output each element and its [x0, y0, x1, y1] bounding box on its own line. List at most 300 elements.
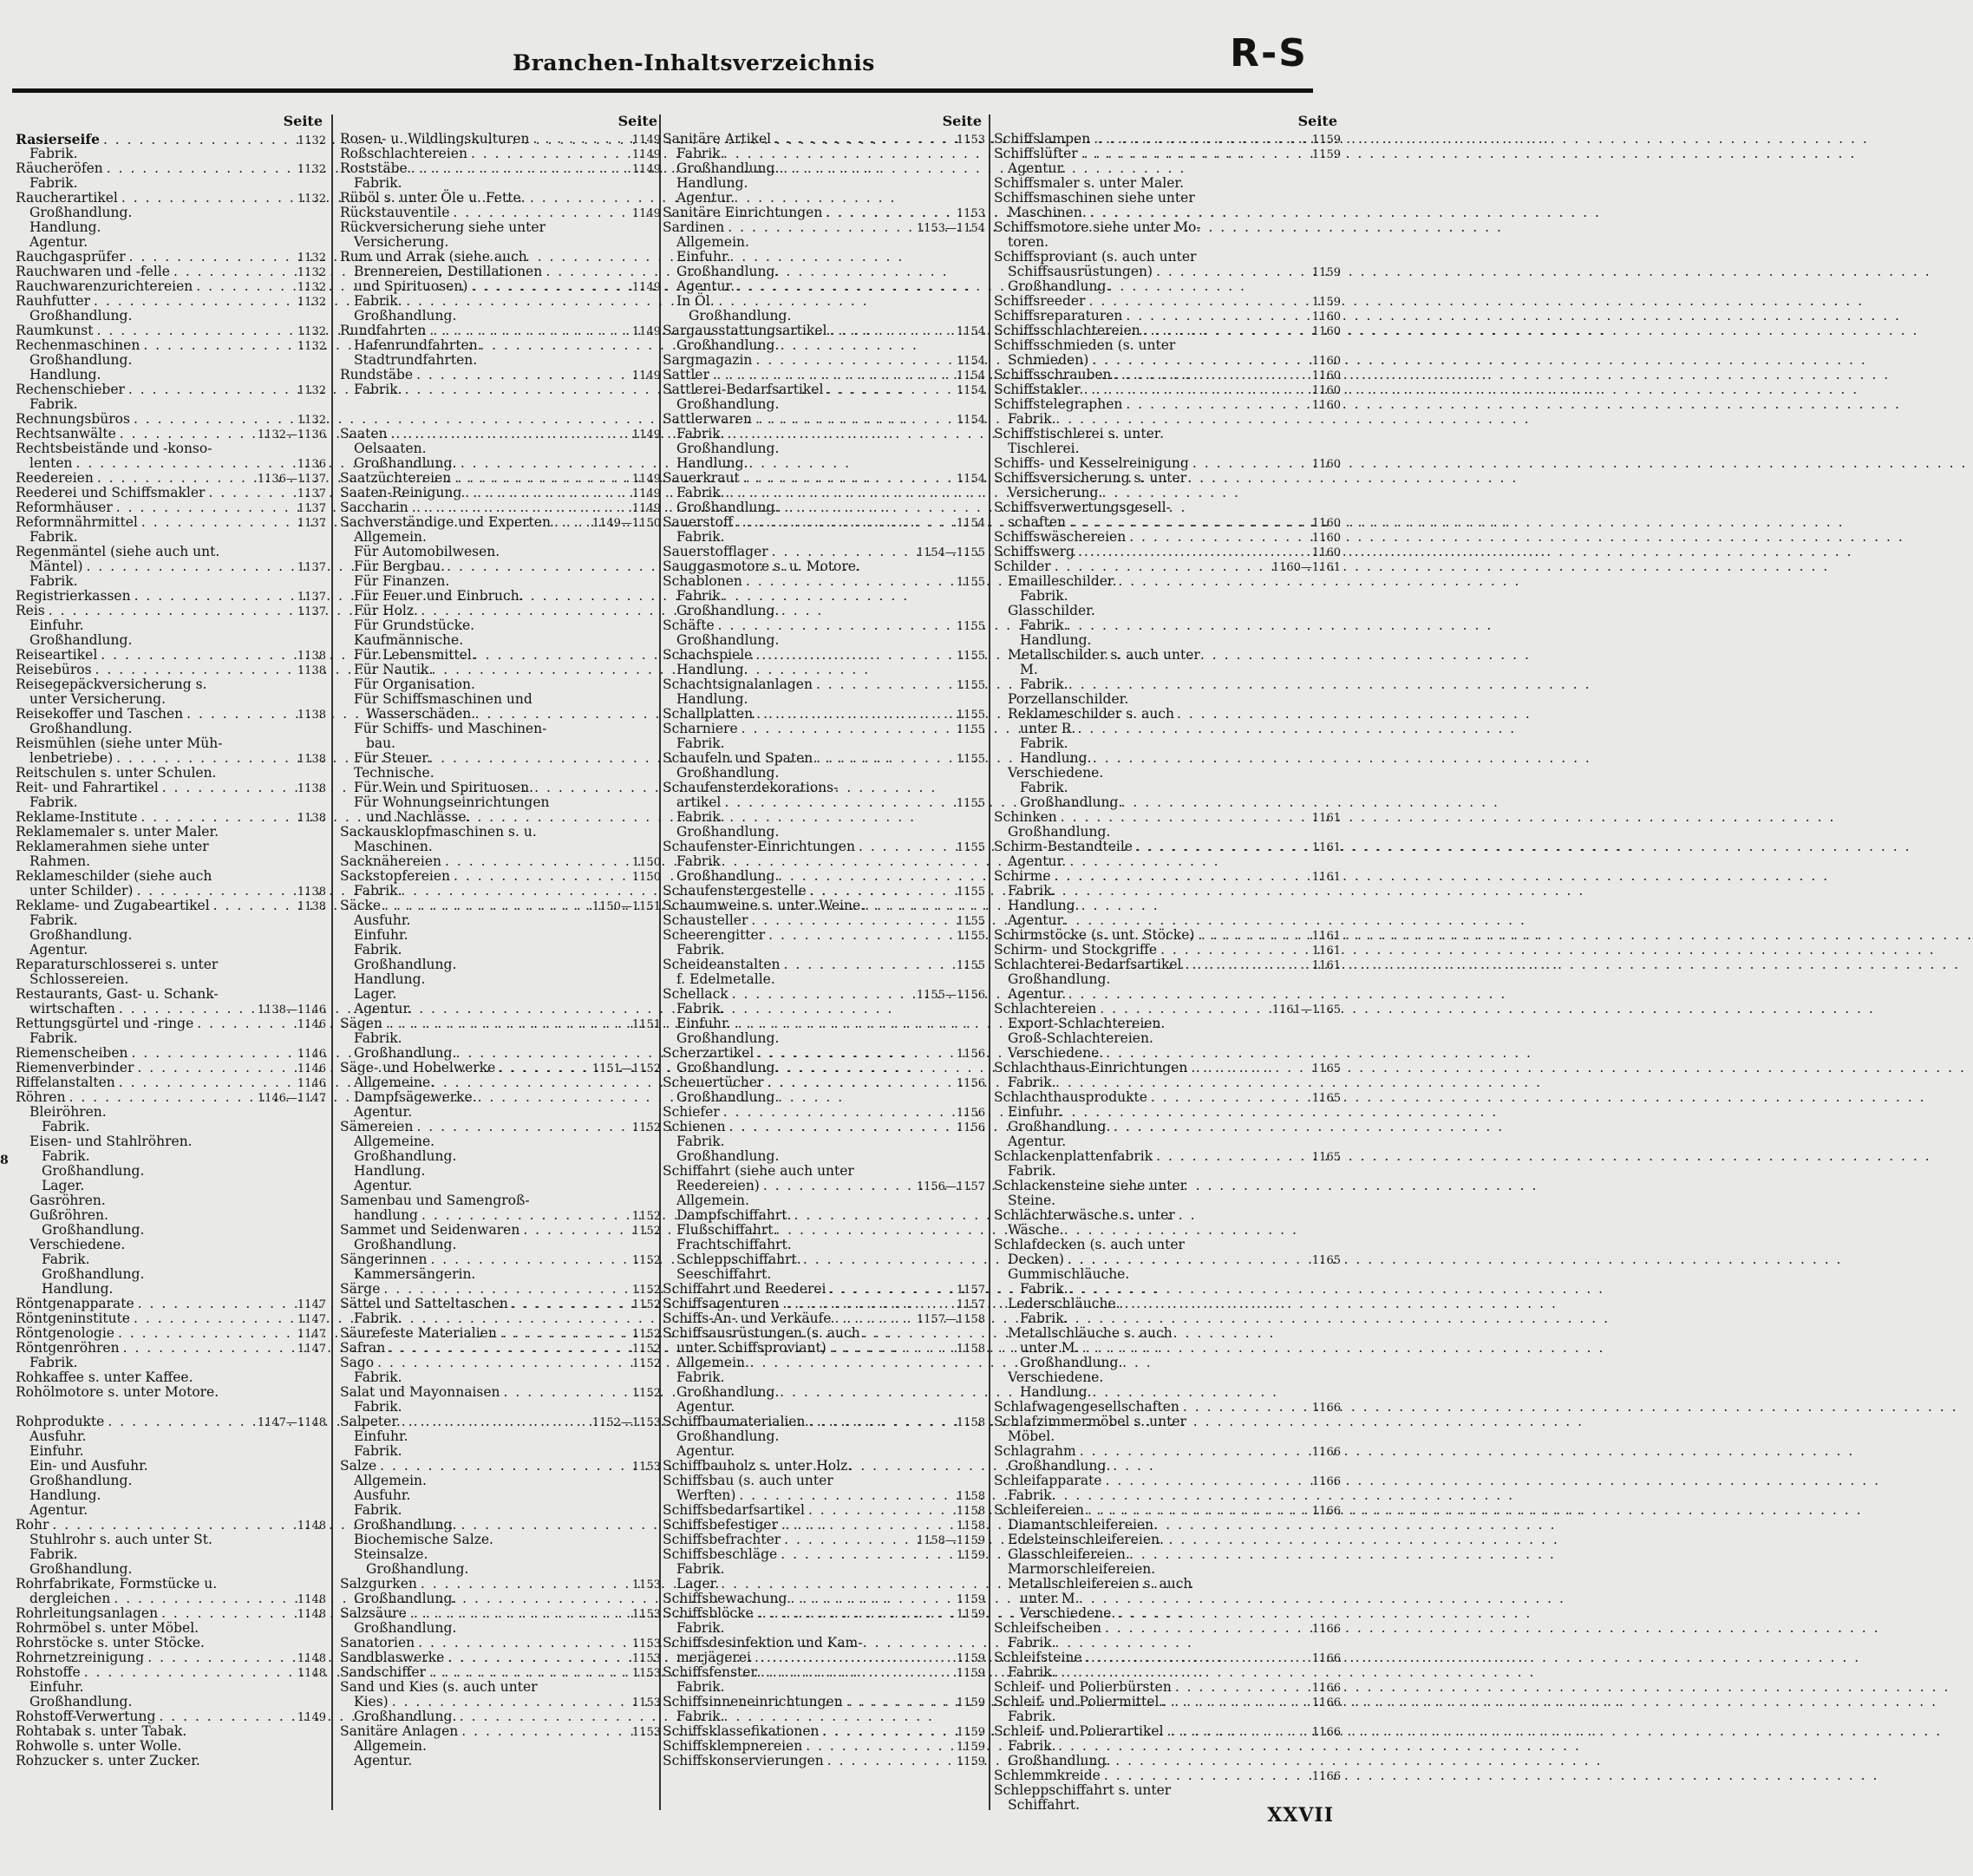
index-subentry — [663, 604, 985, 618]
entry-label: Schiffsausrüstungen (s. auch — [663, 1325, 860, 1341]
entry-label: f. Edelmetalle. — [676, 971, 775, 987]
index-entry — [994, 324, 1341, 338]
entry-label: Salat und Mayonnaisen — [340, 1384, 500, 1400]
entry-label: Schiffsblöcke — [663, 1605, 754, 1621]
index-subentry — [994, 412, 1341, 427]
page-reference: 1148 — [297, 1520, 326, 1533]
index-subentry — [994, 1385, 1341, 1400]
index-subentry — [994, 1016, 1341, 1031]
index-entry — [663, 1474, 985, 1488]
index-entry — [663, 382, 985, 397]
entry-label: Saaten-Reinigung — [340, 485, 462, 500]
page-reference: 1149 — [631, 134, 661, 147]
entry-label: Großhandlung. — [354, 1045, 457, 1061]
entry-label: Sago — [340, 1355, 375, 1370]
dot-leader — [1153, 1149, 1303, 1164]
index-subentry — [340, 1518, 661, 1533]
entry-label: Für Grundstücke. — [354, 618, 475, 633]
index-subentry — [16, 1238, 326, 1252]
entry-label: Fabrik. — [1020, 677, 1068, 692]
entry-label: Fabrik. — [29, 912, 78, 928]
entry-label: Sattlerei-Bedarfsartikel — [663, 382, 824, 397]
entry-label: Schiffsschrauben — [994, 367, 1112, 382]
dot-leader — [742, 574, 947, 589]
index-entry — [340, 1415, 661, 1429]
entry-label: schaften — [1008, 514, 1066, 530]
index-entry — [663, 958, 985, 972]
index-subentry — [994, 1311, 1341, 1326]
dot-leader — [715, 618, 947, 633]
index-subentry — [663, 1179, 985, 1193]
entry-label: Schachtsignalanlagen — [663, 677, 813, 692]
entry-label: Restaurants, Gast- u. Schank- — [16, 986, 219, 1002]
index-subentry — [663, 235, 985, 250]
entry-label: Röhren — [16, 1089, 66, 1105]
page-reference: 1149 — [631, 163, 661, 176]
entry-label: Schiffbaumaterialien — [663, 1414, 806, 1429]
index-subentry — [340, 1695, 661, 1709]
index-entry — [994, 1208, 1341, 1223]
index-subentry — [16, 1120, 326, 1134]
index-entry — [16, 382, 326, 397]
dot-leader — [114, 1326, 288, 1341]
entry-label: Für Wein und Spirituosen. — [354, 780, 534, 795]
seite-label: Seite — [283, 113, 323, 129]
index-entry — [340, 1650, 661, 1665]
entry-label: Reismühlen (siehe unter Müh- — [16, 735, 223, 751]
page-reference: 1153 — [631, 1579, 661, 1592]
index-entry — [16, 648, 326, 663]
index-subentry — [663, 1341, 985, 1356]
entry-label: Sauerstofflager — [663, 544, 768, 559]
entry-label: Schäfte — [663, 618, 715, 633]
index-entry — [994, 1650, 1341, 1665]
index-subentry — [994, 884, 1341, 899]
index-subentry — [16, 854, 326, 869]
dot-leader — [813, 677, 947, 692]
entry-label: Schiffsbeschläge — [663, 1546, 778, 1562]
index-entry — [16, 663, 326, 677]
index-entry — [663, 1282, 985, 1297]
index-entry — [340, 1356, 661, 1370]
index-subentry — [994, 663, 1341, 677]
dot-leader — [415, 1636, 623, 1650]
index-subentry — [16, 368, 326, 382]
page-reference: 1157 — [956, 1284, 985, 1297]
entry-label: Fabrik. — [29, 1355, 78, 1370]
entry-label: Rundstäbe — [340, 367, 414, 382]
page-reference: 1160 — [1311, 384, 1341, 397]
entry-label: Reederei und Schiffsmakler — [16, 485, 206, 500]
entry-label: Glasschleifereien. — [1008, 1546, 1130, 1562]
entry-label: Rechtsbeistände und -konso- — [16, 441, 212, 456]
index-subentry — [663, 530, 985, 545]
page-reference: 1132 — [297, 325, 326, 338]
index-entry — [16, 1311, 326, 1326]
page-reference: 1149 — [631, 428, 661, 441]
index-entry — [663, 618, 985, 633]
dot-leader — [813, 751, 947, 766]
index-subentry — [663, 810, 985, 825]
index-entry — [994, 500, 1341, 515]
index-entry — [340, 1680, 661, 1695]
dot-leader — [1076, 1444, 1303, 1459]
entry-label: Sauerkraut — [663, 470, 740, 486]
index-subentry — [663, 1356, 985, 1370]
index-subentry — [340, 1370, 661, 1385]
entry-label: Großhandlung. — [1008, 1753, 1111, 1768]
page-reference: 1159 — [956, 1667, 985, 1680]
dot-leader — [126, 250, 288, 265]
index-subentry — [340, 692, 661, 707]
index-subentry — [994, 854, 1341, 869]
index-entry — [994, 427, 1341, 441]
page-reference: 1155 — [956, 915, 985, 928]
index-entry — [994, 471, 1341, 486]
entry-label: Decken) — [1008, 1252, 1064, 1267]
index-subentry — [16, 1105, 326, 1120]
dot-leader — [441, 854, 623, 869]
page-reference: 1159 — [956, 1741, 985, 1754]
entry-label: Schiffswerg — [994, 544, 1075, 559]
index-subentry — [340, 1090, 661, 1105]
entry-label: Ein- und Ausfuhr. — [29, 1458, 148, 1474]
index-subentry — [340, 987, 661, 1002]
entry-label: Handlung. — [1020, 1384, 1092, 1400]
page-reference: 1160 — [1311, 517, 1341, 530]
entry-label: Lager. — [354, 986, 397, 1002]
dot-leader — [1066, 515, 1303, 530]
dot-leader — [381, 899, 589, 913]
index-entry — [16, 1724, 326, 1739]
page-reference: 1165 — [1311, 1062, 1341, 1075]
index-subentry — [340, 1488, 661, 1503]
entry-label: Schiffstakler — [994, 382, 1081, 397]
page-reference: 1152—1153 — [591, 1416, 661, 1429]
page-reference: 1146 — [297, 1018, 326, 1031]
entry-label: Räucheröfen — [16, 160, 103, 176]
entry-label: unter R. — [1020, 721, 1076, 736]
index-entry — [16, 1297, 326, 1311]
dot-leader — [413, 368, 623, 382]
index-entry — [16, 736, 326, 751]
index-entry — [340, 250, 661, 265]
entry-label: Agentur. — [1008, 160, 1067, 176]
entry-label: Schaufensterdekorations- — [663, 780, 839, 795]
dot-leader — [94, 471, 254, 486]
dot-leader — [130, 1311, 288, 1326]
index-subentry — [994, 1709, 1341, 1724]
entry-label: Großhandlung. — [354, 1620, 457, 1636]
page-reference: 1153 — [631, 1667, 661, 1680]
entry-label: Großhandlung. — [676, 632, 780, 648]
index-subentry — [663, 736, 985, 751]
entry-label: dergleichen — [29, 1591, 111, 1606]
index-subentry — [340, 1562, 661, 1577]
index-entry — [663, 1503, 985, 1518]
entry-label: Schiffsbewachung — [663, 1591, 787, 1606]
entry-label: Kies) — [354, 1694, 389, 1709]
index-entry — [663, 899, 985, 913]
entry-label: Schiffahrt und Reederei — [663, 1281, 826, 1297]
entry-label: Stuhlrohr s. auch unter St. — [29, 1532, 212, 1547]
index-entry — [663, 840, 985, 854]
page-reference: 1136 — [297, 458, 326, 471]
entry-label: Handlung. — [676, 175, 748, 191]
dot-leader — [376, 1459, 623, 1474]
entry-label: Reit- und Fahrartikel — [16, 780, 159, 795]
entry-label: Technische. — [354, 765, 434, 781]
entry-label: Rohkaffee s. unter Kaffee. — [16, 1369, 193, 1385]
entry-label: Schlossereien. — [29, 971, 129, 987]
index-subentry — [663, 338, 985, 353]
dot-leader — [130, 412, 288, 427]
entry-label: Schlafzimmermöbel s. unter — [994, 1414, 1186, 1429]
index-entry — [663, 1665, 985, 1680]
entry-label: Reis — [16, 603, 45, 618]
index-entry — [994, 1149, 1341, 1164]
dot-leader — [374, 1356, 623, 1370]
index-entry — [663, 751, 985, 766]
index-subentry — [663, 1621, 985, 1636]
index-subentry — [340, 1267, 661, 1282]
entry-label: Schlachthaus-Einrichtungen — [994, 1060, 1188, 1075]
index-entry — [994, 545, 1341, 559]
entry-label: Sägen — [340, 1016, 382, 1031]
page-reference: 1160 — [1311, 532, 1341, 545]
entry-label: Salzgurken — [340, 1576, 417, 1592]
dot-leader — [388, 427, 624, 441]
dot-leader — [131, 589, 288, 604]
index-entry — [663, 913, 985, 928]
entry-label: Ausfuhr. — [354, 912, 411, 928]
dot-leader — [1194, 928, 1303, 943]
index-entry — [340, 1326, 661, 1341]
entry-label: Großhandlung. — [676, 1148, 780, 1164]
entry-label: Schiffsversicherung s. unter — [994, 470, 1187, 486]
entry-label: Fabrik. — [1020, 588, 1068, 604]
page-reference: 1152 — [631, 1298, 661, 1311]
index-subentry — [340, 958, 661, 972]
entry-label: Fabrik. — [1008, 411, 1056, 427]
page-reference: 1148 — [297, 1608, 326, 1621]
entry-label: Handlung. — [1008, 898, 1080, 913]
index-entry — [663, 1120, 985, 1134]
entry-label: Für Lebensmittel. — [354, 647, 476, 663]
entry-label: Einfuhr. — [1008, 1104, 1062, 1120]
index-entry — [16, 1739, 326, 1754]
index-subentry — [340, 1429, 661, 1444]
index-subentry — [340, 1533, 661, 1547]
entry-label: Salze — [340, 1458, 377, 1474]
dot-leader — [1064, 1252, 1303, 1267]
entry-label: Fabrik. — [1008, 1075, 1056, 1090]
index-subentry — [994, 206, 1341, 220]
entry-label: Registrierkassen — [16, 588, 131, 604]
page-reference: 1158 — [956, 1343, 985, 1356]
page-reference: 1166 — [1311, 1682, 1341, 1695]
page-reference: 1137 — [297, 605, 326, 618]
index-subentry — [340, 1002, 661, 1016]
dot-leader — [134, 1297, 288, 1311]
dot-leader — [467, 147, 623, 161]
entry-label: Schiffsbedarfsartikel — [663, 1502, 805, 1518]
page-reference: 1138 — [297, 782, 326, 795]
entry-label: Sämereien — [340, 1119, 414, 1134]
index-subentry — [340, 751, 661, 766]
index-subentry — [16, 574, 326, 589]
entry-label: Einfuhr. — [354, 1428, 408, 1444]
entry-label: Schiffbauholz s. unter Holz. — [663, 1458, 853, 1474]
index-entry — [16, 500, 326, 515]
dot-leader — [1082, 1650, 1303, 1665]
entry-label: Schiffslüfter — [994, 146, 1078, 161]
index-subentry — [994, 279, 1341, 294]
entry-label: Fabrik. — [676, 146, 725, 161]
index-entry — [340, 1385, 661, 1400]
page-reference: 1159 — [956, 1549, 985, 1562]
dot-leader — [519, 1223, 623, 1238]
entry-label: Sanatorien — [340, 1635, 415, 1650]
entry-label: Sachverständige und Experten — [340, 514, 551, 530]
dot-leader — [417, 1577, 623, 1592]
entry-label: Raucherartikel — [16, 190, 118, 206]
entry-label: Großhandlung. — [354, 1591, 457, 1606]
entry-label: Fabrik. — [1020, 735, 1068, 751]
page-reference: 1165 — [1311, 1092, 1341, 1105]
index-entry — [16, 1016, 326, 1031]
entry-label: Schiffs- und Kesselreinigung — [994, 455, 1189, 471]
entry-label: Für Organisation. — [354, 677, 475, 692]
index-entry — [16, 840, 326, 854]
index-subentry — [16, 618, 326, 633]
entry-label: Schleifapparate — [994, 1473, 1102, 1488]
index-entry — [16, 1090, 326, 1105]
entry-label: Großhandlung. — [42, 1163, 145, 1179]
dot-leader — [1159, 1695, 1303, 1709]
entry-label: Schausteller — [663, 912, 748, 928]
page-reference: 1152 — [631, 1328, 661, 1341]
entry-label: Schlagrahm — [994, 1443, 1076, 1459]
dot-leader — [426, 1665, 623, 1680]
page-reference: 1132—1136 — [257, 428, 326, 441]
index-entry — [994, 530, 1341, 545]
entry-label: Großhandlung. — [676, 1384, 780, 1400]
index-subentry — [663, 1208, 985, 1223]
entry-label: Mäntel) — [29, 559, 83, 574]
entry-label: unter M. — [1020, 1340, 1080, 1356]
entry-label: Schleif- und Polierbürsten — [994, 1679, 1172, 1695]
index-subentry — [16, 884, 326, 899]
entry-spacer — [340, 397, 661, 412]
dot-leader — [1122, 309, 1303, 324]
page-reference: 1155 — [956, 959, 985, 972]
dot-leader — [408, 161, 623, 176]
page-reference: 1137 — [297, 591, 326, 604]
page-reference: 1153 — [631, 1637, 661, 1650]
entry-label: Fabrik. — [29, 175, 78, 191]
index-entry — [663, 1297, 985, 1311]
page-reference: 1149 — [631, 473, 661, 486]
entry-label: Großhandlung. — [676, 603, 780, 618]
index-entry — [340, 500, 661, 515]
page-reference: 1153 — [956, 134, 985, 147]
index-subentry — [663, 869, 985, 884]
dot-leader — [1112, 368, 1303, 382]
index-entry — [16, 958, 326, 972]
index-column-4 — [994, 111, 1341, 1811]
entry-label: Agentur. — [1008, 912, 1067, 928]
entry-label: Sargausstattungsartikel — [663, 323, 827, 338]
page-reference: 1148 — [297, 1652, 326, 1665]
entry-label: Großhandlung. — [676, 1089, 780, 1105]
page-reference: 1158 — [956, 1520, 985, 1533]
entry-spacer — [16, 1400, 326, 1415]
entry-label: Schlachtereien — [994, 1001, 1097, 1016]
page-reference: 1160 — [1311, 310, 1341, 324]
index-subentry — [16, 1282, 326, 1297]
entry-label: Rohprodukte — [16, 1414, 105, 1429]
index-subentry — [16, 1164, 326, 1179]
index-subentry — [16, 1444, 326, 1459]
dot-leader — [530, 132, 624, 147]
index-subentry — [16, 751, 326, 766]
entry-label: Großhandlung. — [29, 352, 133, 368]
page-reference: 1153 — [631, 1461, 661, 1474]
page-reference: 1152 — [631, 1121, 661, 1134]
dot-leader — [724, 220, 913, 235]
entry-label: Rohrfabrikate, Formstücke u. — [16, 1576, 218, 1592]
dot-leader — [807, 884, 947, 899]
entry-label: Für Holz. — [354, 603, 418, 618]
page-reference: 1154 — [956, 414, 985, 427]
entry-label: Handlung. — [1020, 632, 1092, 648]
page-reference: 1149—1150 — [591, 517, 661, 530]
entry-label: Reklame-Institute — [16, 809, 138, 825]
index-subentry — [340, 943, 661, 958]
entry-label: Metallschilder s. auch unter — [1008, 647, 1200, 663]
page-reference: 1160 — [1311, 369, 1341, 382]
index-subentry — [340, 265, 661, 279]
page-reference: 1138 — [297, 812, 326, 825]
entry-label: Porzellanschilder. — [1008, 691, 1129, 707]
entry-label: Großhandlung. — [1020, 794, 1123, 810]
entry-label: Schiffsbau (s. auch unter — [663, 1473, 833, 1488]
index-entry — [16, 707, 326, 722]
page-reference: 1166 — [1311, 1696, 1341, 1709]
dot-leader — [398, 1415, 589, 1429]
entry-label: Reitschulen s. unter Schulen. — [16, 765, 217, 781]
page-reference: 1138 — [297, 753, 326, 766]
entry-label: Einfuhr. — [29, 618, 84, 633]
entry-label: Schaufenster-Einrichtungen — [663, 839, 855, 854]
index-subentry — [994, 899, 1341, 913]
index-subentry — [663, 294, 985, 309]
index-entry — [663, 987, 985, 1002]
index-subentry — [340, 810, 661, 825]
index-subentry — [16, 1149, 326, 1164]
entry-label: Allgemein. — [676, 1355, 749, 1370]
index-subentry — [663, 1134, 985, 1149]
entry-label: Schmieden) — [1008, 352, 1089, 368]
page-reference: 1132 — [297, 252, 326, 265]
index-entry — [663, 515, 985, 530]
entry-label: Schiffsausrüstungen) — [1008, 264, 1153, 279]
entry-label: Oelsaaten. — [354, 441, 427, 456]
entry-label: Schiffsverwertungsgesell- — [994, 500, 1171, 515]
dot-leader — [408, 500, 623, 515]
entry-label: Ausfuhr. — [29, 1428, 87, 1444]
